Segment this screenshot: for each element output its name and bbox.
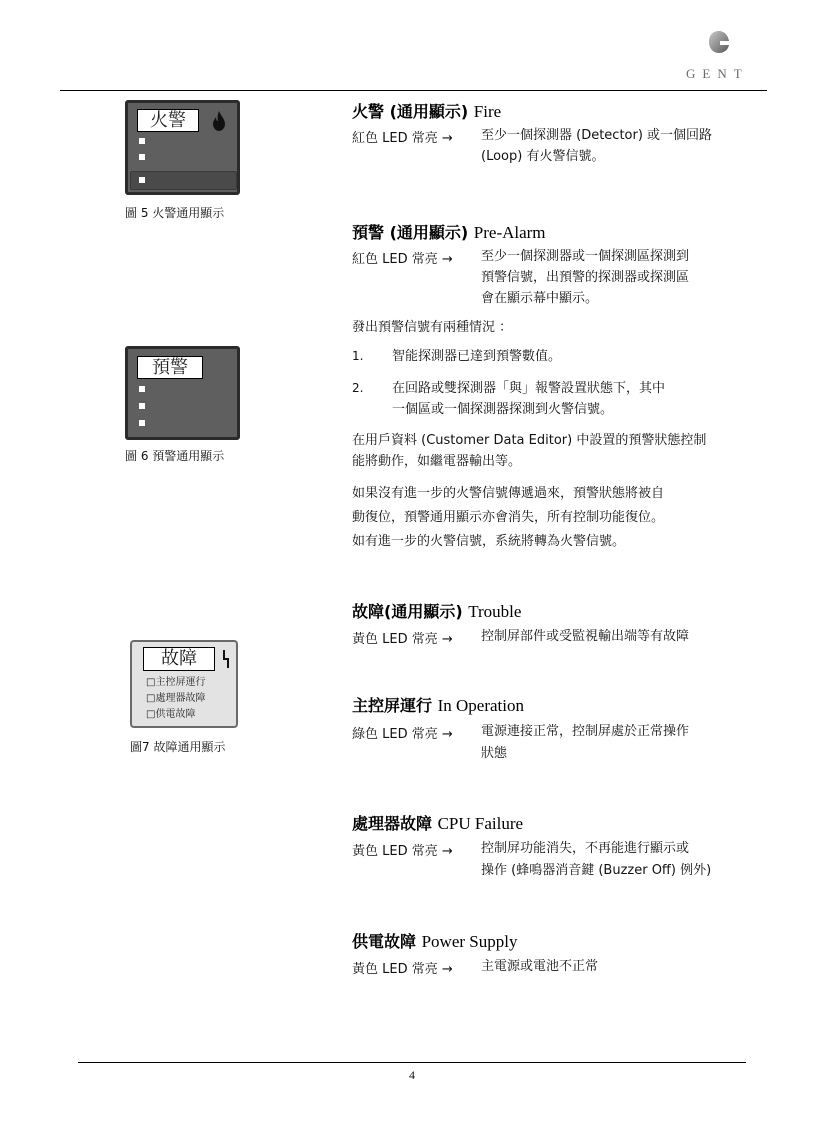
heading-trouble-en: Trouble (468, 602, 522, 621)
heading-operation-zh: 主控屏運行 (352, 696, 433, 715)
trouble-desc-line-1: 控制屏部件或受監視輸出端等有故障 (481, 629, 690, 644)
lightning-icon (222, 650, 230, 668)
heading-power-zh: 供電故障 (352, 932, 417, 951)
fire-led-1 (139, 138, 145, 144)
flame-icon (212, 111, 226, 131)
figure-6-caption: 圖 6 預警通用顯示 (125, 449, 225, 463)
trouble-item-operation: □主控屏運行 (146, 677, 206, 688)
prealarm-reset-line-2: 動復位，預警通用顯示亦會消失，所有控制功能復位。 (352, 510, 665, 525)
gent-logo-icon (708, 30, 730, 54)
operation-led-label: 綠色 LED 常亮 → (352, 727, 453, 742)
prealarm-case-2-line-2: 一個區或一個探測器探測到火警信號。 (392, 402, 614, 417)
footer-rule (78, 1062, 746, 1063)
page-number: 4 (409, 1068, 415, 1082)
power-led-label: 黃色 LED 常亮 → (352, 962, 453, 977)
prealarm-cases-intro: 發出預警信號有兩種情況 ： (352, 320, 513, 335)
prealarm-led-2 (139, 403, 145, 409)
section-heading-fire (352, 99, 501, 122)
cpu-led-label: 黃色 LED 常亮 → (352, 844, 453, 859)
prealarm-desc-line-3: 會在顯示幕中顯示。 (481, 291, 599, 306)
trouble-panel-figure (130, 640, 238, 728)
header-rule (60, 90, 767, 91)
prealarm-note-line-1: 在用戶資料 (Customer Data Editor) 中設置的預警狀態控制 (352, 433, 707, 448)
trouble-panel-label: 故障 (143, 647, 215, 671)
heading-prealarm-en: Pre-Alarm (473, 223, 546, 242)
heading-operation-en: In Operation (437, 696, 524, 715)
heading-fire-zh: 火警 (通用顯示) (352, 102, 469, 121)
section-heading-prealarm (352, 220, 546, 243)
section-heading-trouble (352, 599, 521, 622)
operation-desc-line-1: 電源連接正常，控制屏處於正常操作 (481, 724, 690, 739)
figure-5-caption: 圖 5 火警通用顯示 (125, 206, 225, 220)
section-heading-operation (352, 693, 524, 716)
heading-prealarm-zh: 預警 (通用顯示) (352, 223, 469, 242)
section-heading-cpu (352, 811, 523, 834)
prealarm-desc-line-1: 至少一個探測器或一個探測區探測到 (481, 249, 690, 264)
prealarm-case-2-line-1: 在回路或雙探測器「與」報警設置狀態下，其中 (392, 381, 666, 396)
gent-logo (686, 30, 766, 80)
prealarm-case-2-number: 2. (352, 381, 364, 395)
prealarm-led-label: 紅色 LED 常亮 → (352, 252, 453, 267)
cpu-desc-line-2: 操作 (蜂鳴器消音鍵 (Buzzer Off) 例外) (481, 863, 712, 878)
cpu-desc-line-1: 控制屏功能消失，不再能進行顯示或 (481, 841, 690, 856)
prealarm-led-1 (139, 386, 145, 392)
heading-fire-en: Fire (473, 102, 502, 121)
prealarm-panel-label: 預警 (137, 356, 203, 379)
logo-wordmark: GENT (686, 66, 749, 81)
prealarm-reset-line-1: 如果沒有進一步的火警信號傳遞過來，預警狀態將被自 (352, 486, 665, 501)
fire-panel-figure (125, 100, 240, 195)
prealarm-panel-figure (125, 346, 240, 440)
figure-7-caption: 圖7 故障通用顯示 (130, 740, 226, 754)
trouble-led-label: 黃色 LED 常亮 → (352, 632, 453, 647)
trouble-item-cpu: □處理器故障 (146, 693, 206, 704)
operation-desc-line-2: 狀態 (481, 746, 508, 761)
prealarm-note-line-2: 能將動作，如繼電器輸出等。 (352, 454, 522, 469)
prealarm-reset-line-3: 如有進一步的火警信號，系統將轉為火警信號。 (352, 534, 626, 549)
fire-led-label: 紅色 LED 常亮 → (352, 131, 453, 146)
heading-cpu-zh: 處理器故障 (352, 814, 433, 833)
fire-desc-line-2: (Loop) 有火警信號。 (481, 149, 605, 164)
trouble-item-power: □供電故障 (146, 709, 196, 720)
prealarm-case-1-number: 1. (352, 349, 364, 363)
prealarm-case-1-text: 智能探測器已達到預警數值。 (392, 349, 562, 364)
section-heading-power (352, 929, 517, 952)
prealarm-led-3 (139, 420, 145, 426)
prealarm-desc-line-2: 預警信號，出預警的探測器或探測區 (481, 270, 690, 285)
fire-desc-line-1: 至少一個探測器 (Detector) 或一個回路 (481, 128, 713, 143)
heading-trouble-zh: 故障(通用顯示) (352, 602, 463, 621)
fire-panel-strip (130, 171, 237, 190)
heading-cpu-en: CPU Failure (437, 814, 524, 833)
power-desc-line-1: 主電源或電池不正常 (481, 959, 599, 974)
fire-panel-label: 火警 (137, 109, 199, 132)
heading-power-en: Power Supply (421, 932, 518, 951)
fire-led-2 (139, 154, 145, 160)
fire-led-3 (139, 177, 145, 183)
